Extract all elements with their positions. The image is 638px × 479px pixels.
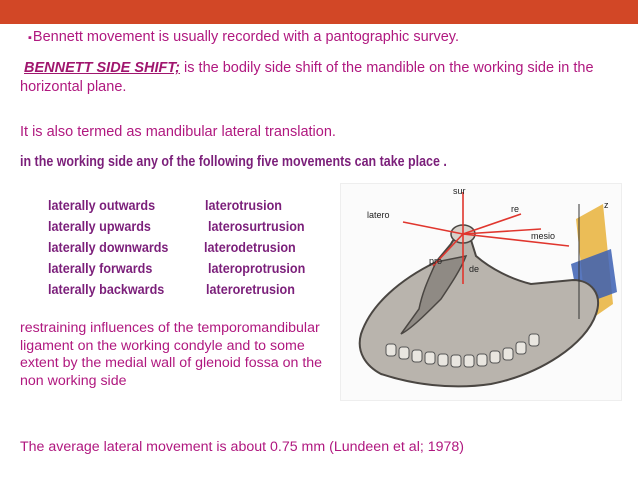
- label-mesio: mesio: [531, 231, 556, 241]
- bullet-pantographic: [28, 29, 459, 45]
- movement-direction: laterally forwards: [48, 260, 153, 276]
- movement-term: laterodetrusion: [204, 239, 296, 255]
- movement-direction: laterally upwards: [48, 218, 151, 234]
- movement-row: [48, 239, 338, 260]
- movement-row: [48, 281, 338, 302]
- movements-list: [48, 197, 338, 302]
- label-de: de: [469, 264, 480, 274]
- label-sur: sur: [453, 186, 466, 196]
- square-bullet-icon: ▪: [28, 32, 32, 44]
- label-re: re: [511, 204, 520, 214]
- label-pro: pro: [429, 256, 443, 266]
- mandible-figure: [340, 183, 622, 401]
- bullet-text: Bennett movement is usually recorded with a pantographic survey.: [32, 29, 459, 45]
- term-definition: is the bodily side shift of the mandible on the working side in the horizontal plane.: [20, 60, 594, 95]
- movement-row: [48, 218, 338, 239]
- mandible-illustration: [341, 184, 621, 400]
- term-heading: BENNETT SIDE SHIFT;: [24, 60, 181, 76]
- movements-intro: in the working side any of the following five movements can take place .: [20, 154, 447, 170]
- also-termed-text: It is also termed as mandibular lateral translation.: [20, 124, 336, 140]
- movement-term: lateroprotrusion: [208, 260, 306, 276]
- movement-term: laterotrusion: [205, 197, 283, 213]
- movement-term: laterosurtrusion: [208, 218, 305, 234]
- label-latero: latero: [367, 210, 390, 220]
- movement-direction: laterally backwards: [48, 281, 165, 297]
- bennett-side-shift-definition: [20, 59, 620, 97]
- movement-direction: laterally downwards: [48, 239, 169, 255]
- average-lateral-movement: The average lateral movement is about 0.75 mm (Lundeen et al; 1978): [20, 439, 465, 455]
- movement-direction: laterally outwards: [48, 197, 156, 213]
- movement-row: [48, 197, 338, 218]
- movement-row: [48, 260, 338, 281]
- label-z: z: [604, 200, 609, 210]
- movement-term: lateroretrusion: [206, 281, 295, 297]
- restraining-influences-text: restraining influences of the temporomandibular ligament on the working condyle and to some extent by the medial wall of glenoid fossa on the non working side: [20, 320, 323, 389]
- top-accent-bar: [0, 0, 638, 24]
